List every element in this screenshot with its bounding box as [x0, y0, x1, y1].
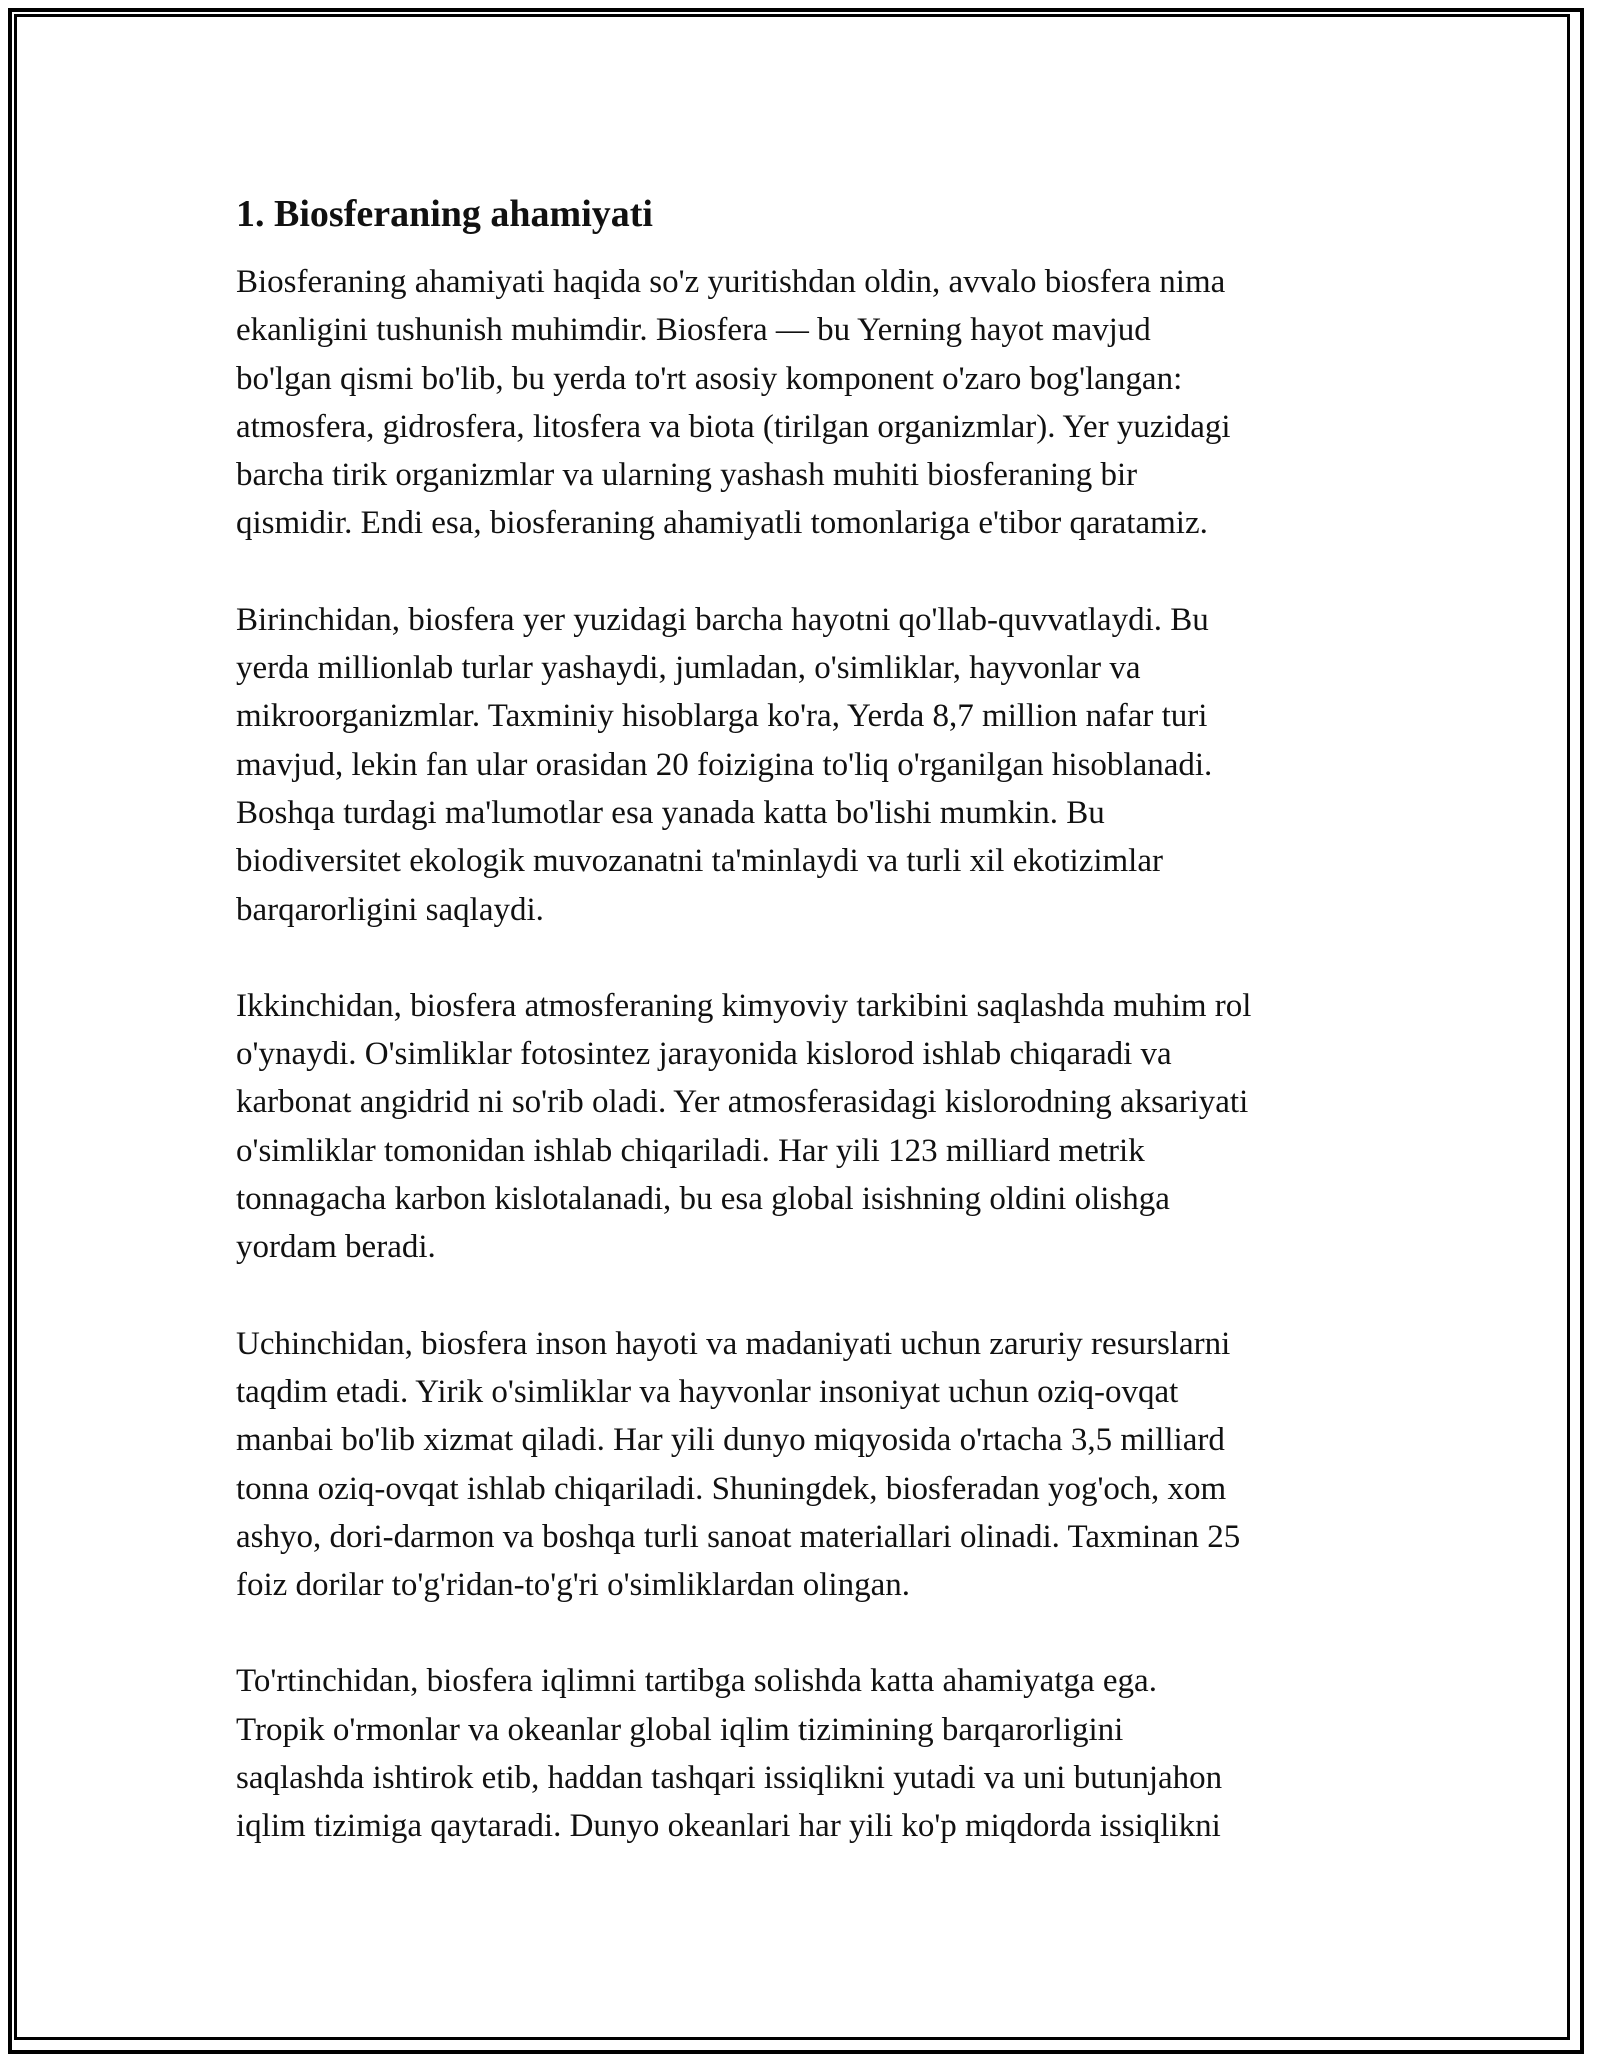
text-line: barqarorligini saqlaydi. — [236, 891, 544, 928]
text-line: mikroorganizmlar. Taxminiy hisoblarga ko'ra, Yerda 8,7 million nafar turi — [236, 698, 1208, 735]
text-line: Tropik o'rmonlar va okeanlar global iqlim tizimining barqarorligini — [236, 1711, 1124, 1748]
text-line: mavjud, lekin fan ular orasidan 20 foizigina to'liq o'rganilgan hisoblanadi. — [236, 746, 1213, 783]
paragraph-fourth-point — [236, 1657, 1376, 1850]
text-line: tonna oziq-ovqat ishlab chiqariladi. Shuningdek, biosferadan yog'och, xom — [236, 1470, 1227, 1507]
text-line: Biosferaning ahamiyati haqida so'z yuritishdan oldin, avvalo biosfera nima — [236, 264, 1226, 300]
text-line: taqdim etadi. Yirik o'simliklar va hayvonlar insoniyat uchun oziq-ovqat — [236, 1373, 1179, 1410]
section-heading: 1. Biosferaning ahamiyati — [236, 193, 653, 235]
text-line: yordam beradi. — [236, 1229, 436, 1266]
text-line: o'simliklar tomonidan ishlab chiqariladi. Har yili 123 milliard metrik — [236, 1132, 1145, 1169]
text-line: bo'lgan qismi bo'lib, bu yerda to'rt asosiy komponent o'zaro bog'langan: — [236, 360, 1183, 397]
text-line: o'ynaydi. O'simliklar fotosintez jarayonida kislorod ishlab chiqaradi va — [236, 1036, 1172, 1073]
text-line: Boshqa turdagi ma'lumotlar esa yanada katta bo'lishi mumkin. Bu — [236, 794, 1105, 831]
text-line: tonnagacha karbon kislotalanadi, bu esa global isishning oldini olishga — [236, 1181, 1170, 1218]
paragraph-intro — [236, 258, 1376, 548]
text-line: qismidir. Endi esa, biosferaning ahamiyatli tomonlariga e'tibor qaratamiz. — [236, 505, 1208, 542]
text-line: saqlashda ishtirok etib, haddan tashqari issiqlikni yutadi va uni butunjahon — [236, 1760, 1223, 1797]
text-line: manbai bo'lib xizmat qiladi. Har yili dunyo miqyosida o'rtacha 3,5 milliard — [236, 1422, 1225, 1459]
text-line: ashyo, dori-darmon va boshqa turli sanoat materiallari olinadi. Taxminan 25 — [236, 1518, 1241, 1555]
text-line: Ikkinchidan, biosfera atmosferaning kimyoviy tarkibini saqlashda muhim rol — [236, 987, 1252, 1024]
text-line: biodiversitet ekologik muvozanatni ta'minlaydi va turli xil ekotizimlar — [236, 843, 1163, 880]
text-line: To'rtinchidan, biosfera iqlimni tartibga solishda katta ahamiyatga ega. — [236, 1663, 1157, 1700]
text-line: karbonat angidrid ni so'rib oladi. Yer atmosferasidagi kislorodning aksariyati — [236, 1084, 1249, 1121]
text-line: iqlim tizimiga qaytaradi. Dunyo okeanlari har yili ko'p miqdorda issiqlikni — [236, 1808, 1221, 1845]
paragraph-second-point — [236, 982, 1376, 1272]
paragraph-first-point — [236, 596, 1376, 934]
paragraph-third-point — [236, 1320, 1376, 1610]
text-line: Birinchidan, biosfera yer yuzidagi barcha hayotni qo'llab-quvvatlaydi. Bu — [236, 601, 1209, 638]
text-line: atmosfera, gidrosfera, litosfera va biota (tirilgan organizmlar). Yer yuzidagi — [236, 408, 1231, 445]
text-line: Uchinchidan, biosfera inson hayoti va madaniyati uchun zaruriy resurslarni — [236, 1325, 1231, 1362]
text-line: ekanligini tushunish muhimdir. Biosfera — bu Yerning hayot mavjud — [236, 312, 1151, 349]
text-line: barcha tirik organizmlar va ularning yashash muhiti biosferaning bir — [236, 457, 1138, 494]
document-body — [236, 188, 1376, 1899]
text-line: yerda millionlab turlar yashaydi, jumladan, o'simliklar, hayvonlar va — [236, 650, 1141, 687]
text-line: foiz dorilar to'g'ridan-to'g'ri o'simliklardan olingan. — [236, 1567, 910, 1604]
